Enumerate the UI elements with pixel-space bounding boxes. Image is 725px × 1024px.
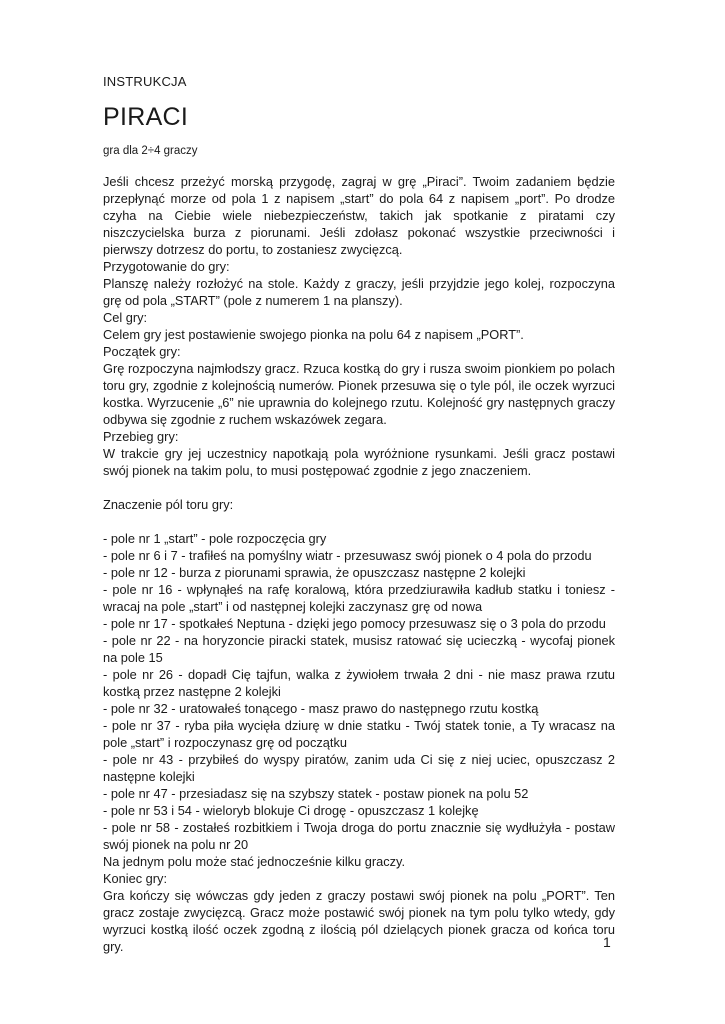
fields-heading: Znaczenie pól toru gry: — [103, 497, 234, 512]
section-heading-preparation: Przygotowanie do gry: — [103, 259, 230, 274]
list-item: - pole nr 17 - spotkałeś Neptuna - dzięki jego pomocy przesuwasz się o 3 pola do przodu — [103, 616, 606, 631]
section-heading-goal: Cel gry: — [103, 310, 148, 325]
list-item: Na jednym polu może stać jednocześnie kilku graczy. — [103, 854, 406, 869]
list-item: - pole nr 1 „start” - pole rozpoczęcia gry — [103, 531, 327, 546]
list-item: - pole nr 37 - ryba piła wycięła dziurę w dnie statku - Twój statek tonie, a Ty wracasz na pole „start” i rozpoczynasz grę od początku — [103, 718, 615, 750]
list-item: - pole nr 6 i 7 - trafiłeś na pomyślny wiatr - przesuwasz swój pionek o 4 pola do przodu — [103, 548, 592, 563]
section-heading-end: Koniec gry: — [103, 871, 168, 886]
section-heading-start: Początek gry: — [103, 344, 181, 359]
document-body — [103, 173, 615, 955]
page-number: 1 — [603, 934, 611, 950]
section-text-goal: Celem gry jest postawienie swojego pionka na polu 64 z napisem „PORT”. — [103, 327, 524, 342]
document-page — [103, 74, 615, 955]
spacer — [103, 513, 615, 530]
section-text-preparation: Planszę należy rozłożyć na stole. Każdy z graczy, jeśli przyjdzie jego kolej, rozpoczyna grę od pola „START” (pole z numerem 1 na planszy). — [103, 276, 615, 308]
section-heading-gameplay: Przebieg gry: — [103, 429, 179, 444]
section-text-start: Grę rozpoczyna najmłodszy gracz. Rzuca kostką do gry i rusza swoim pionkiem po polach toru gry, zgodnie z kolejnością numerów. Pionek przesuwa się o tyle pól, ile oczek wyrzuci kostka. Wyrzucenie „6” nie uprawnia do kolejnego rzutu. Kolejność gry następnych graczy odbywa się zgodnie z ruchem wskazówek zegara. — [103, 361, 615, 427]
list-item: - pole nr 53 i 54 - wieloryb blokuje Ci drogę - opuszczasz 1 kolejkę — [103, 803, 479, 818]
list-item: - pole nr 58 - zostałeś rozbitkiem i Twoja droga do portu znacznie się wydłużyła - postaw swój pionek na polu nr 20 — [103, 820, 615, 852]
section-text-gameplay: W trakcie gry jej uczestnicy napotkają pola wyróżnione rysunkami. Jeśli gracz postawi swój pionek na takim polu, to musi postępować zgodnie z jego znaczeniem. — [103, 446, 615, 478]
list-item: - pole nr 47 - przesiadasz się na szybszy statek - postaw pionek na polu 52 — [103, 786, 529, 801]
section-text-end: Gra kończy się wówczas gdy jeden z graczy postawi swój pionek na polu „PORT”. Ten gracz zostaje zwycięzcą. Gracz może postawić swój pionek na tym polu tylko wtedy, gdy wyrzuci kostką ilość oczek zgodną z ilością pól dzielących pionek gracza od końca toru gry. — [103, 888, 615, 954]
document-subtitle: gra dla 2÷4 graczy — [103, 145, 198, 157]
list-item: - pole nr 32 - uratowałeś tonącego - masz prawo do następnego rzutu kostką — [103, 701, 539, 716]
fields-list — [103, 530, 615, 870]
intro-paragraph: Jeśli chcesz przeżyć morską przygodę, zagraj w grę „Piraci”. Twoim zadaniem będzie przepłynąć morze od pola 1 z napisem „start” do pola 64 z napisem „port”. Po drodze czyha na Ciebie wiele niebezpieczeństw, takich jak spotkanie z piratami czy niszczycielska burza z piorunami. Jeśli zdołasz pokonać wszystkie przeciwności i pierwszy dotrzesz do portu, to zostaniesz zwycięzcą. — [103, 174, 615, 257]
spacer — [103, 479, 615, 496]
document-label: INSTRUKCJA — [103, 74, 187, 89]
list-item: - pole nr 12 - burza z piorunami sprawia, że opuszczasz następne 2 kolejki — [103, 565, 526, 580]
document-title: PIRACI — [103, 103, 189, 131]
list-item: - pole nr 43 - przybiłeś do wyspy piratów, zanim uda Ci się z niej uciec, opuszczasz 2 następne kolejki — [103, 752, 615, 784]
list-item: - pole nr 26 - dopadł Cię tajfun, walka z żywiołem trwała 2 dni - nie masz prawa rzutu kostką przez następne 2 kolejki — [103, 667, 615, 699]
list-item: - pole nr 16 - wpłynąłeś na rafę koralową, która przedziurawiła kadłub statku i toniesz - wracaj na pole „start” i od następnej kolejki zaczynasz grę od nowa — [103, 582, 615, 614]
list-item: - pole nr 22 - na horyzoncie piracki statek, musisz ratować się ucieczką - wycofaj pionek na pole 15 — [103, 633, 615, 665]
